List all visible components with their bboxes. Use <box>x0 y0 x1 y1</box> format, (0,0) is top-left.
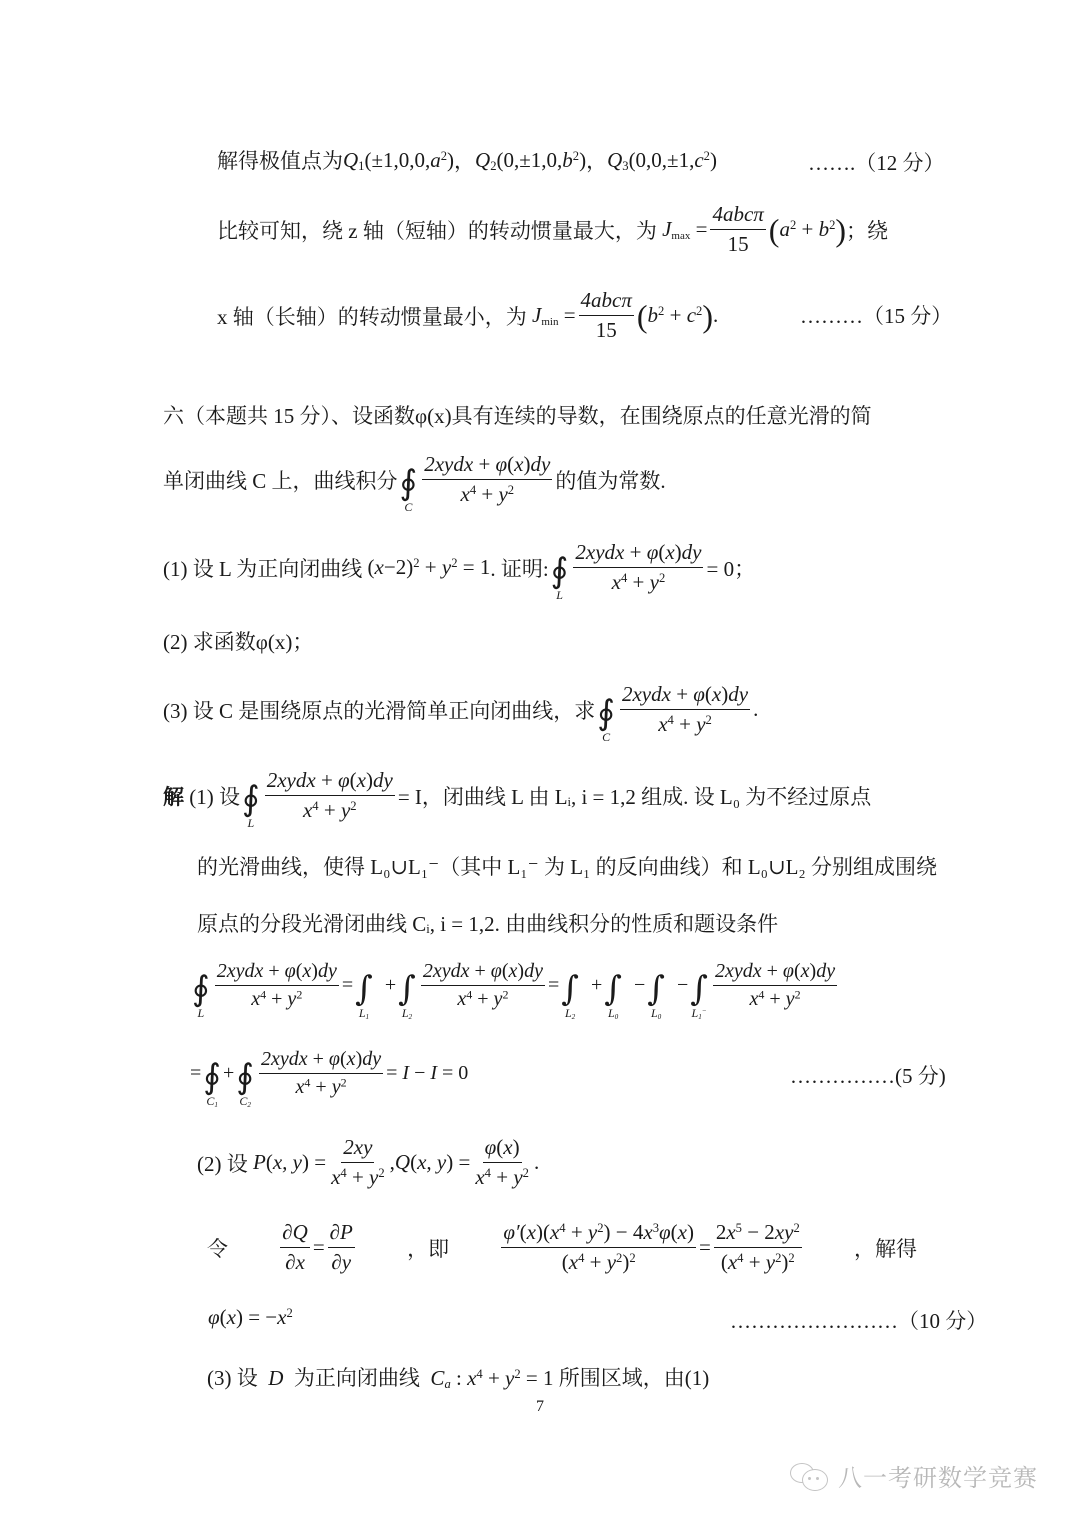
q1-tail: = 0； <box>706 556 756 581</box>
jmax-tail: ；绕 <box>846 218 889 243</box>
jmax-line <box>217 202 888 257</box>
extrema-line <box>217 145 717 175</box>
contour-integral-icon: ∮ C <box>399 462 418 514</box>
integral-icon: ∫ $L_0$ <box>604 968 622 1021</box>
score-12: …….（12 分） <box>808 151 945 175</box>
result-value: = I − I = 0 <box>386 1062 469 1084</box>
s1-text: (1) 设 <box>189 784 240 809</box>
s2-let: 令 <box>207 1236 228 1261</box>
extremum-q2: $Q_2(0,\pm 1,0,b^2)$ <box>475 147 587 173</box>
paren: ) <box>835 211 847 248</box>
q3-tail: . <box>753 697 759 721</box>
s2-solve: ，解得 <box>854 1236 917 1261</box>
extremum-q1: $Q_1(\pm 1,0,0,a^2)$ <box>343 147 455 173</box>
s2-ie: ，即 <box>407 1236 450 1261</box>
s1-definition: = I，闭曲线 L 由 Lᵢ, i = 1,2 组成. 设 L₀ 为不经过原点 <box>397 784 872 809</box>
jmax-fraction: $\frac{\text{4abcπ}}{15}$ <box>712 202 764 256</box>
integrand-fraction: $\frac{\text{2xydx + φ(x)dy}}{x^4 + y^2}$ <box>621 682 749 736</box>
solution-3-line1 <box>207 1362 709 1392</box>
extremum-q3: $Q_3(0,0,\pm 1,c^2)$ <box>607 147 717 173</box>
page-number: 7 <box>536 1398 544 1415</box>
Q-def: Q(x, y) = <box>394 1150 471 1174</box>
equals: = <box>341 974 354 996</box>
phi-result: $\varphi(x) = -x^2$ <box>208 1305 293 1329</box>
contour-integral-icon: ∮ $C_1$ <box>203 1056 221 1109</box>
jmin-text: x 轴（长轴）的转动惯量最小，为 <box>217 304 527 329</box>
question-2 <box>163 626 313 656</box>
solution-2-line1: (2) 设 P(x, y) = $\frac{2xy}{x^4 + y^2}$ , Q(x, y) = $\frac{\varphi(x)}{x^4 + y^2}$ . <box>197 1135 540 1189</box>
separator: ， <box>454 149 476 173</box>
jmin-symbol: $J_{min}$ <box>526 303 559 328</box>
problem6-header <box>163 400 872 430</box>
integrand-fraction: $\frac{\text{2xydx + φ(x)dy}}{x^4 + y^2}$ <box>422 960 543 1010</box>
integrand-fraction: $\frac{\text{2xydx + φ(x)dy}}{x^4 + y^2}$ <box>261 1048 382 1098</box>
Q-fraction: $\frac{\varphi(x)}{x^4 + y^2}$ <box>475 1135 529 1189</box>
equation-result: = ∮ $C_1$ + ∮ $C_2$ $\frac{\text{2xydx + φ(x)dy}}{x^4 + y^2}$ = I − I = 0 <box>190 1048 469 1109</box>
score-10: ……………………（10 分） <box>730 1309 988 1333</box>
jmin-fraction: $\frac{\text{4abcπ}}{15}$ <box>580 288 632 342</box>
integral-icon: ∫ $L_1$ <box>355 968 373 1021</box>
integral-icon: ∫ $L_1^-$ <box>690 968 708 1021</box>
paren: ( <box>768 211 780 248</box>
score-15: ………（15 分） <box>800 304 953 328</box>
integrand-fraction: $\frac{\text{2xydx + φ(x)dy}}{x^4 + y^2}$ <box>216 960 337 1010</box>
question-1 <box>163 540 756 602</box>
integrand-fraction: $\frac{\text{2xydx + φ(x)dy}}{x^4 + y^2}$ <box>714 960 836 1010</box>
equals: = <box>690 217 708 241</box>
contour-integral-icon: ∮ L <box>242 778 260 830</box>
s3-text: (3) 设 D 为正向闭曲线 $C_a$ : $x^4 + y^2 = 1$ 所围区域，由(1) <box>207 1366 710 1392</box>
jmax-sum: $a^2 + b^2$ <box>779 217 836 241</box>
integrand-fraction: $\frac{\text{2xydx + φ(x)dy}}{x^4 + y^2}$ <box>266 768 393 822</box>
solution-2-line2 <box>207 1220 917 1275</box>
problem6-header-text: 六（本题共 15 分）、设函数φ(x)具有连续的导数，在围绕原点的任意光滑的简 <box>163 404 872 428</box>
extrema-label: 解得极值点为 <box>217 149 343 173</box>
jmax-symbol: $J_{max}$ <box>656 217 691 242</box>
problem6-line2 <box>163 452 666 514</box>
score-5: ……………(5 分) <box>790 1064 946 1088</box>
contour-integral-icon: ∮ $C_2$ <box>236 1056 254 1109</box>
wechat-icon <box>790 1461 830 1491</box>
q1-text: (1) 设 L 为正向闭曲线 <box>163 556 363 581</box>
equals: = <box>547 974 560 996</box>
q3-text: (3) 设 C 是围绕原点的光滑简单正向闭曲线，求 <box>163 698 596 723</box>
integral-icon: ∫ $L_0$ <box>647 968 665 1021</box>
q1-prove-label: . 证明: <box>490 556 549 581</box>
jmax-text: 比较可知，绕 z 轴（短轴）的转动惯量最大，为 <box>217 218 657 243</box>
integrand-fraction: $\frac{\text{2xydx + φ(x)dy}}{x^4 + y^2}$ <box>424 452 551 506</box>
contour-integral-icon: ∮ L <box>192 968 210 1020</box>
q2-text: (2) 求函数φ(x)； <box>163 630 314 654</box>
integral-icon: ∫ $L_2$ <box>398 968 416 1021</box>
partial-condition: $\frac{\partial Q}{\partial x}$ = $\frac{\partial P}{\partial y}$ <box>282 1220 353 1274</box>
solution-label: 解 <box>163 784 184 809</box>
paren: ) <box>702 297 713 334</box>
solution-2-result <box>208 1305 293 1330</box>
watermark <box>790 1458 1038 1493</box>
separator: ， <box>586 149 608 173</box>
solution-1-line2 <box>197 851 937 881</box>
watermark-text: 八一考研数学竞赛 <box>838 1464 1038 1492</box>
integrand-fraction: $\frac{\text{2xydx + φ(x)dy}}{x^4 + y^2}$ <box>575 540 702 594</box>
integral-icon: ∫ $L_2$ <box>561 968 579 1021</box>
s2-text: (2) 设 <box>197 1151 248 1176</box>
q1-curve: $(x-2)^2 + y^2 = 1$ <box>367 555 491 579</box>
jmin-line: x 轴（长轴）的转动惯量最小，为 $J_{min}$ = $\frac{\text{4abcπ}}{15}$ ( $b^2 + c^2$ ) . <box>217 288 719 342</box>
equation-chain: ∮ L $\frac{\text{2xydx + φ(x)dy}}{x^4 + y^2}$ = ∫ $L_1$ + ∫ $L_2$ $\frac{\text{2xydx + φ(x)dy}}{x^4 + y^2}$ = ∫ $L_2$ + ∫ $L_0$ − ∫ $L_0$ − ∫ $L_1^-$ $\frac{\text{2xydx + φ(x)dy}}{x^4 + y^2}$ <box>192 960 836 1021</box>
solution-1-line1 <box>163 768 872 830</box>
equals: = <box>190 1062 202 1084</box>
s1-line3-text: 原点的分段光滑闭曲线 Cᵢ, i = 1,2. 由曲线积分的性质和题设条件 <box>197 912 779 936</box>
paren: ( <box>636 297 648 334</box>
problem6-line2-text: 单闭曲线 C 上，曲线积分 <box>163 468 398 493</box>
problem6-line2-tail: 的值为常数. <box>555 468 666 493</box>
solution-1-line3 <box>197 908 778 938</box>
P-fraction: $\frac{2xy}{x^4 + y^2}$ <box>331 1135 385 1189</box>
contour-integral-icon: ∮ L <box>550 550 569 602</box>
s1-line2-text: 的光滑曲线，使得 L₀∪L₁⁻（其中 L₁⁻ 为 L₁ 的反向曲线）和 L₀∪L₂ 分别组成围绕 <box>197 855 938 879</box>
jmin-sum: $b^2 + c^2$ <box>647 303 703 327</box>
question-3 <box>163 682 759 744</box>
equals: = <box>558 303 576 327</box>
derivative-equation: $\frac{\varphi'(x)(x^4 + y^2) - 4x^3\varphi(x)}{(x^4 + y^2)^2}$ = $\frac{2x^5 - 2xy^2}{(x^4 + y^2)^2}$ <box>503 1220 800 1274</box>
contour-integral-icon: ∮ C <box>597 692 615 744</box>
P-def: P(x, y) = <box>247 1150 327 1174</box>
